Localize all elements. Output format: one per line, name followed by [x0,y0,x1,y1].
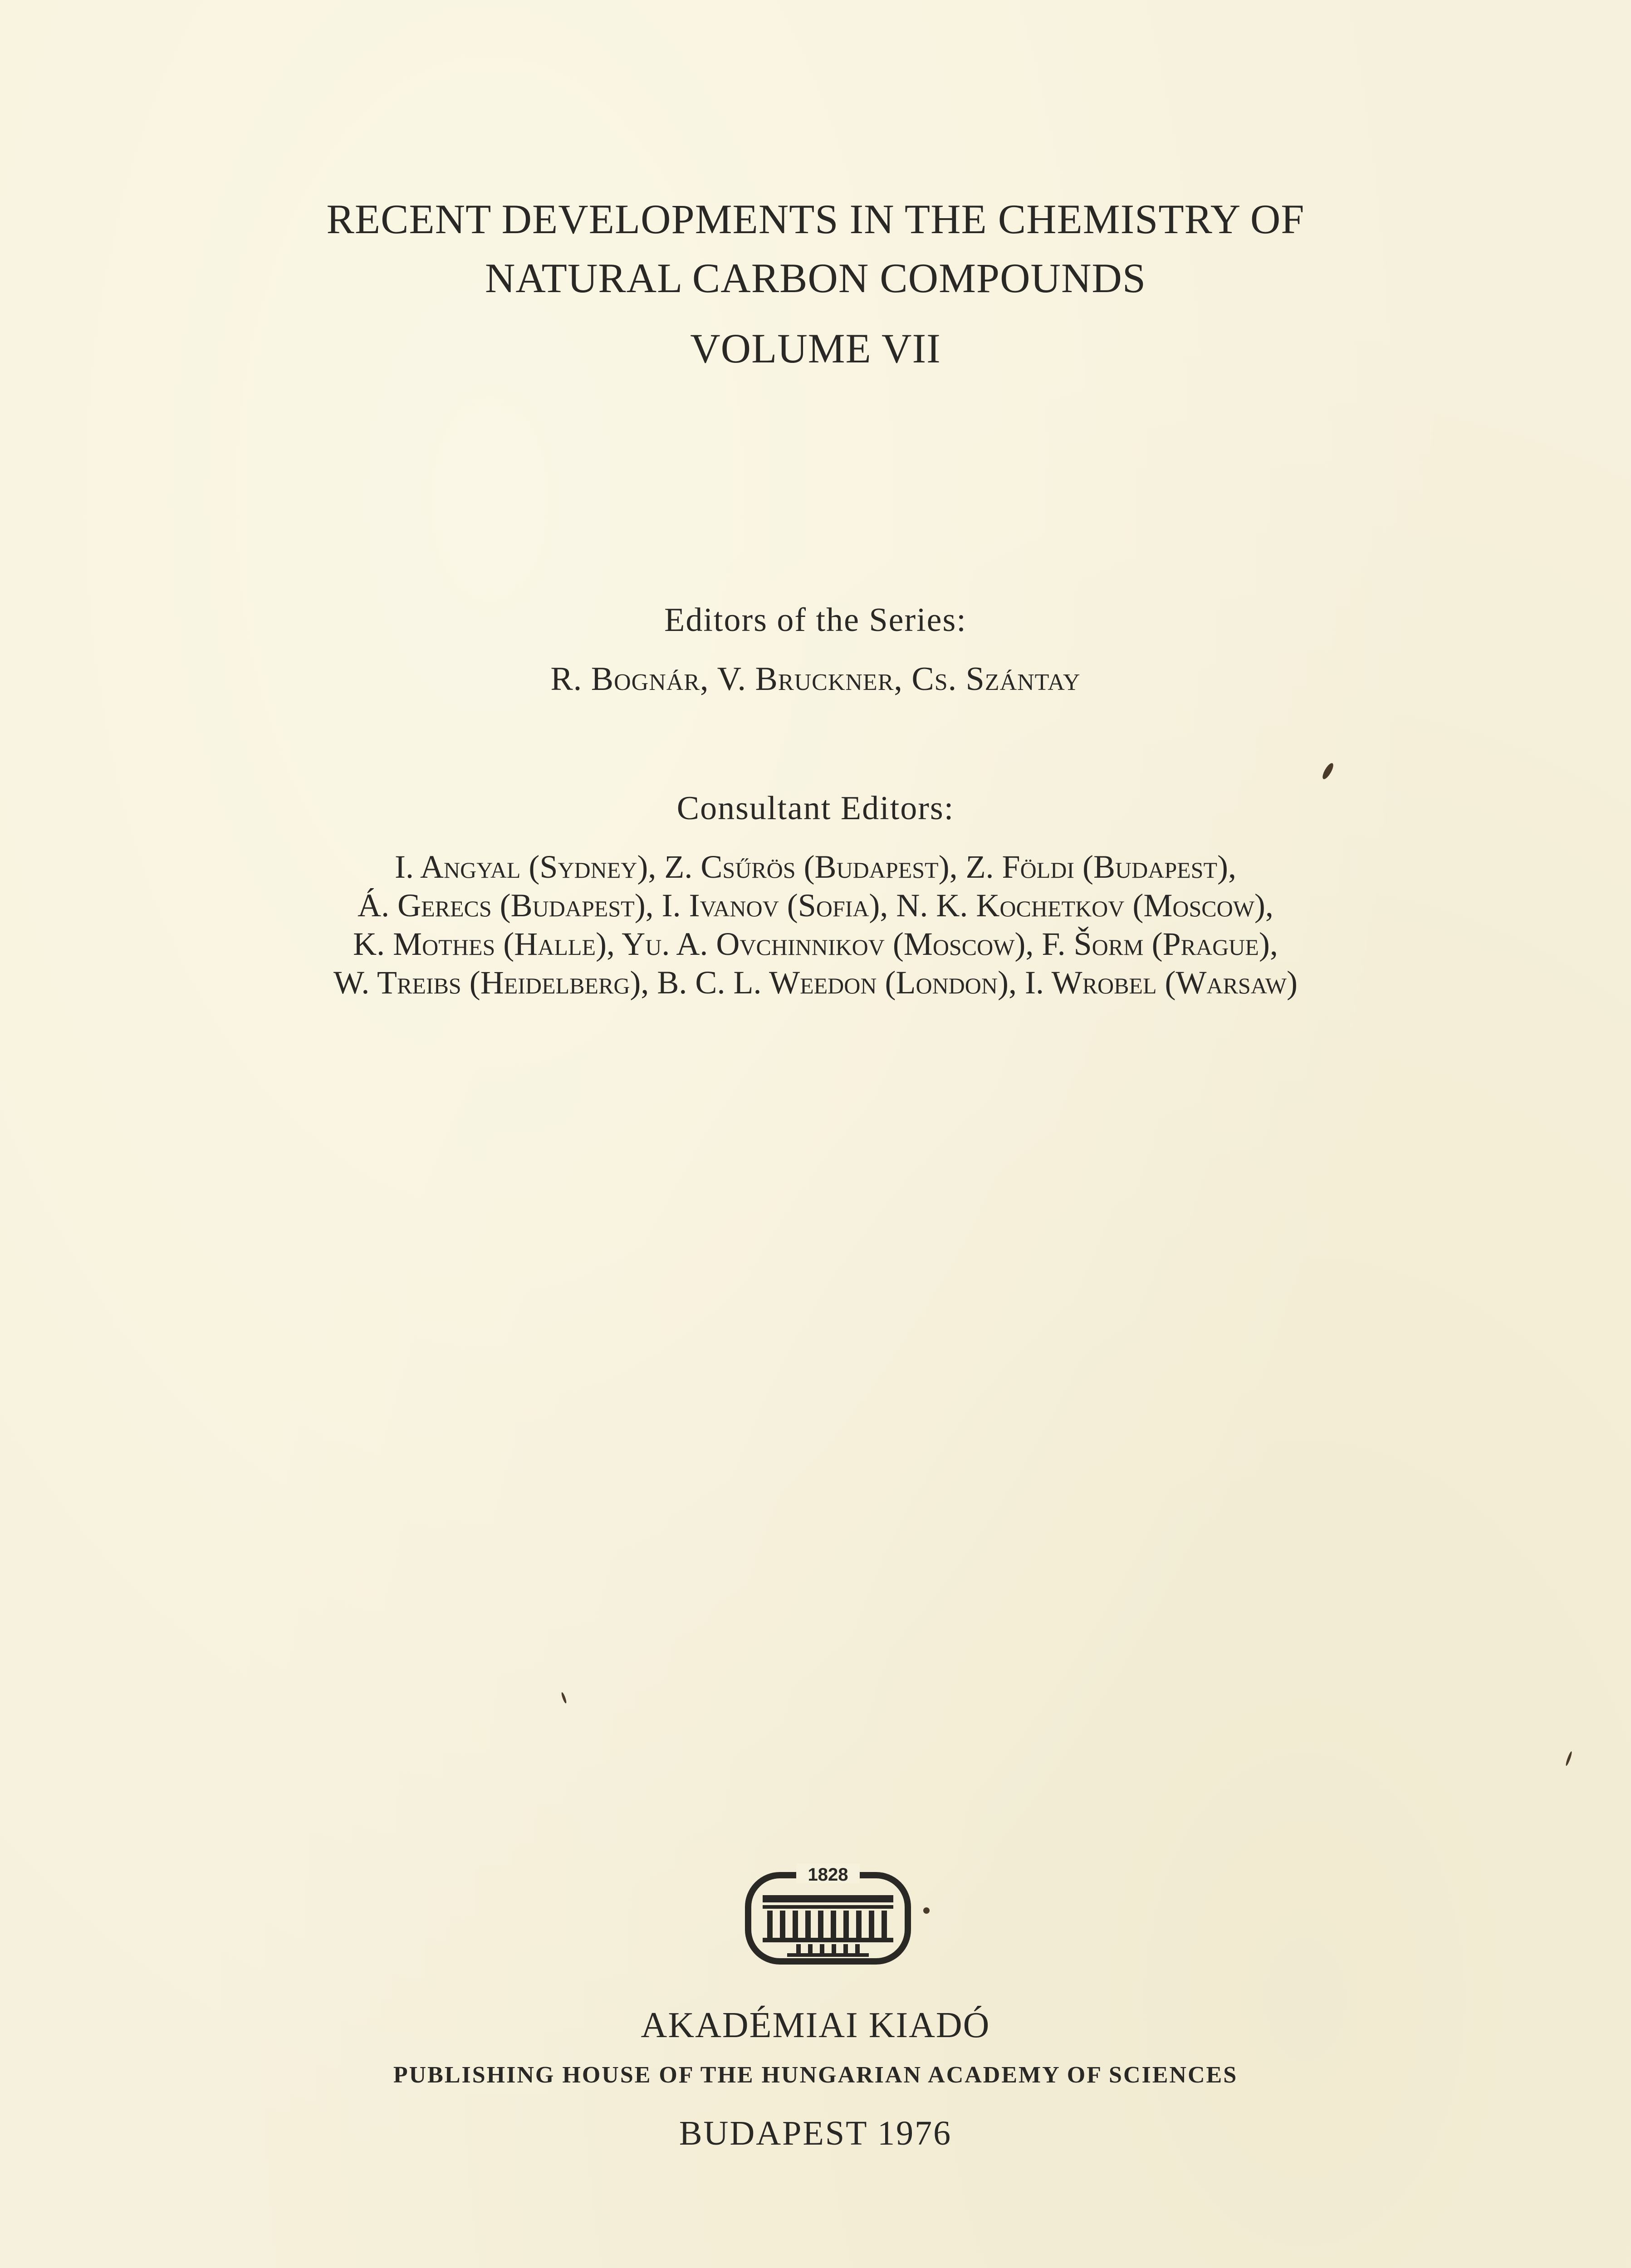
publisher-logo [742,1860,914,1969]
consultant-editors-label: Consultant Editors: [676,790,955,827]
series-editors-names: R. Bognár, V. Bruckner, Cs. Szántay [550,660,1081,698]
volume-label: VOLUME VII [690,325,941,371]
paper-speck [1565,1751,1572,1766]
paper-speck [561,1692,568,1704]
publisher-name: AKADÉMIAI KIADÓ [641,2005,990,2045]
consultant-editors-line-3: K. Mothes (Halle), Yu. A. Ovchinnikov (Moscow), F. Šorm (Prague), [353,926,1278,962]
series-editors-label: Editors of the Series: [664,601,967,639]
publisher-subtitle: PUBLISHING HOUSE OF THE HUNGARIAN ACADEMY OF SCIENCES [393,2062,1238,2088]
consultant-editors-line-4: W. Treibs (Heidelberg), B. C. L. Weedon (London), I. Wrobel (Warsaw) [333,964,1298,1001]
consultant-editors-line-2: Á. Gerecs (Budapest), I. Ivanov (Sofia), N. K. Kochetkov (Moscow), [358,887,1273,924]
paper-speck [923,1907,930,1914]
paper-speck [1321,762,1335,781]
title-line-2: NATURAL CARBON COMPOUNDS [485,255,1146,301]
logo-year: 1828 [808,1865,848,1885]
consultant-editors-line-1: I. Angyal (Sydney), Z. Csűrös (Budapest), Z. Földi (Budapest), [394,849,1237,885]
title-line-1: RECENT DEVELOPMENTS IN THE CHEMISTRY OF [326,196,1305,242]
city-year: BUDAPEST 1976 [679,2114,952,2152]
